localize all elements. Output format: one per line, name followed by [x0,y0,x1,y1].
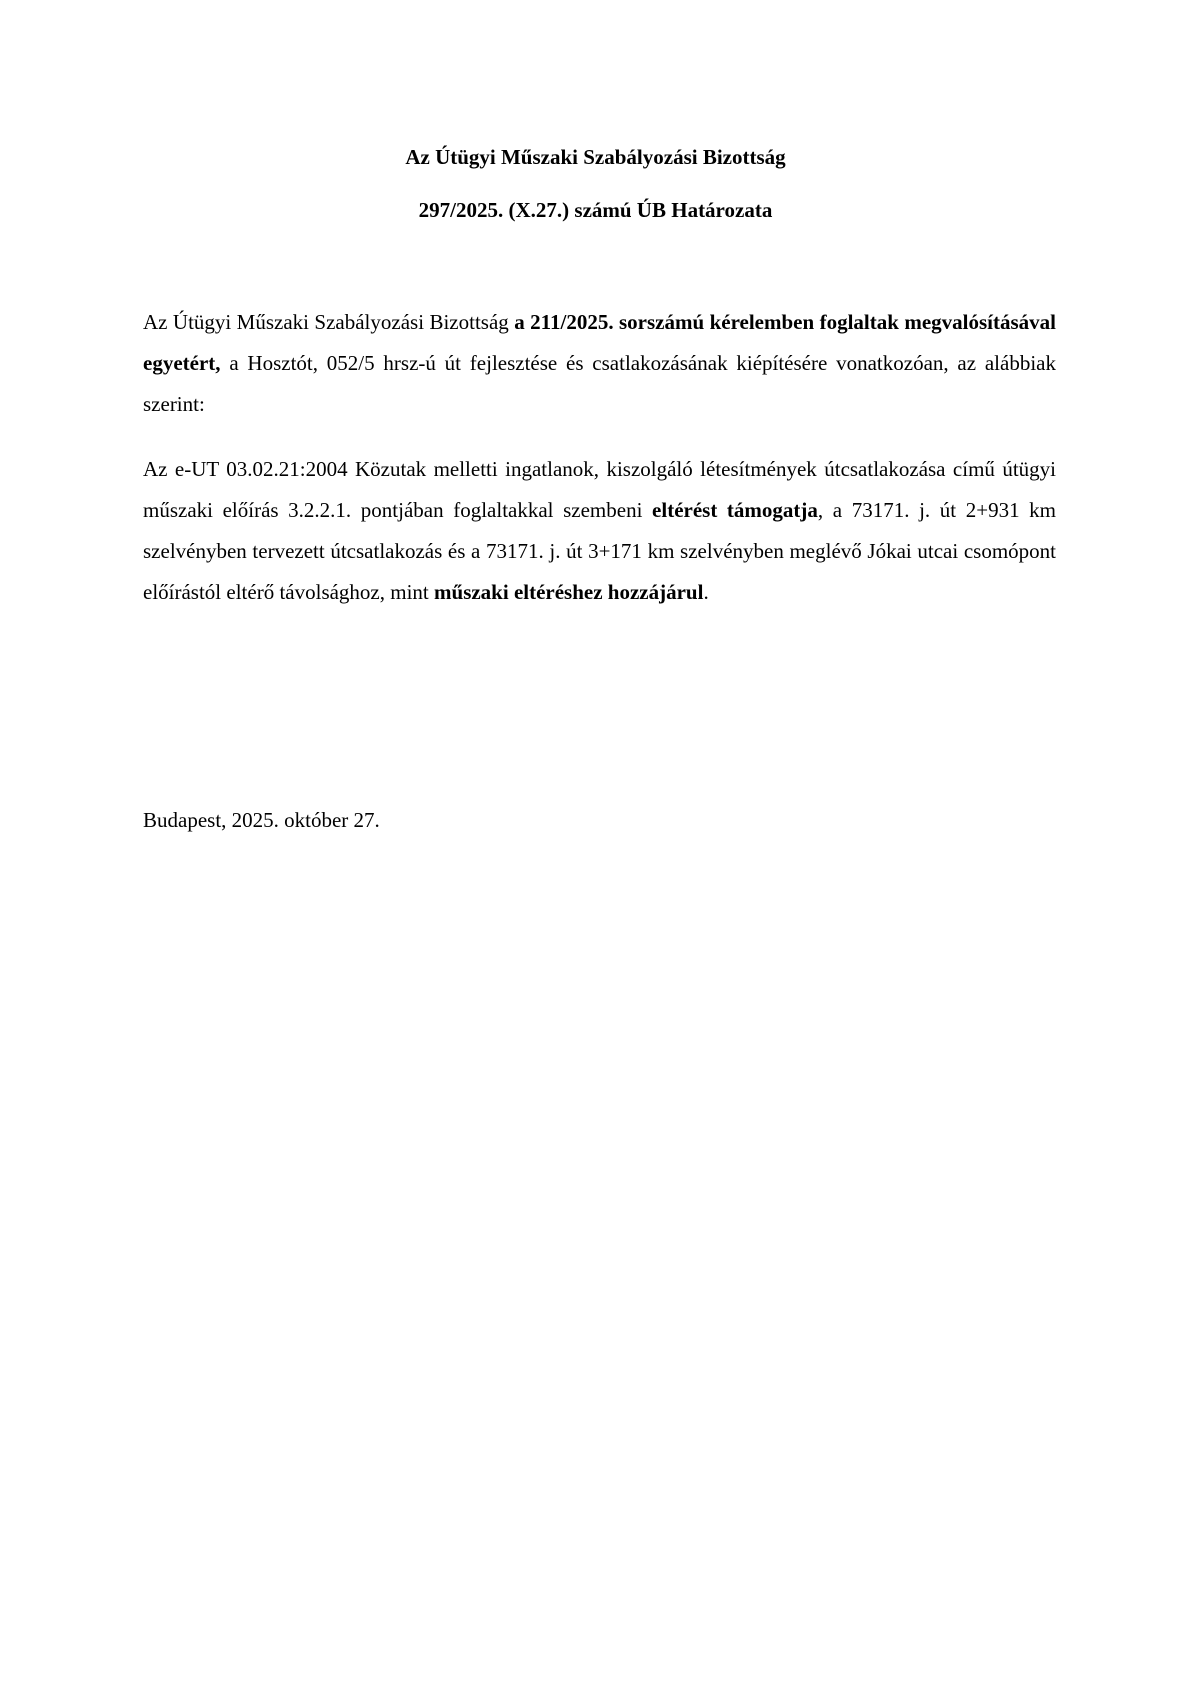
document-title: Az Útügyi Műszaki Szabályozási Bizottság [405,145,786,169]
paragraph-1-text-2: a Hosztót, 052/5 hrsz-ú út fejlesztése és csatlakozásának kiépítésére vonatkozóan, az alábbiak szerint: [143,351,1056,416]
paragraph-1-bold-decision: a 211/2025. sorszámú kérelemben foglaltak megvalósításával egyetért, [143,310,1056,375]
place-and-date: Budapest, 2025. október 27. [143,808,380,832]
paragraph-2-text-3: . [703,580,709,604]
resolution-number: 297/2025. (X.27.) számú ÚB Határozata [418,198,773,222]
paragraph-2-bold-consent: műszaki eltéréshez hozzájárul [434,580,704,604]
paragraph-2-bold-support: eltérést támogatja [652,498,818,522]
paragraph-1-text-1: Az Útügyi Műszaki Szabályozási Bizottság [143,310,515,334]
paragraph-2-text-1: Az e-UT 03.02.21:2004 Közutak melletti ingatlanok, kiszolgáló létesítmények útcsatlakozása című útügyi műszaki előírás 3.2.2.1. pontjában foglaltakkal szembeni [143,457,1056,522]
resolution-paragraph-2 [143,449,1056,613]
paragraph-2-text-2: , a 73171. j. út 2+931 km szelvényben tervezett útcsatlakozás és a 73171. j. út 3+171 km szelvényben meglévő Jókai utcai csomópont előírástól eltérő távolsághoz, mint [143,498,1057,604]
resolution-paragraph-1 [143,302,1056,425]
